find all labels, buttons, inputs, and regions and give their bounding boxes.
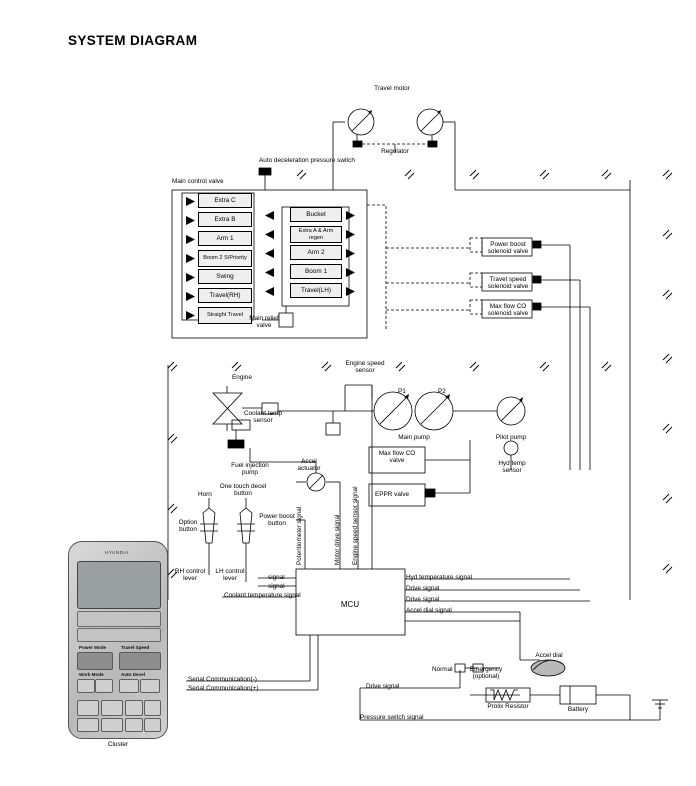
label-emergency-optional: Emergency (optional): [469, 666, 503, 681]
cluster-key-right[interactable]: [101, 718, 123, 732]
cluster-indicator-row: [77, 611, 161, 627]
label-option-button: Option button: [178, 519, 198, 534]
label-potentiometer-signal: Potentiometer signal: [296, 506, 303, 565]
cluster-key-menu[interactable]: [101, 700, 123, 716]
label-drive-signal-2: Drive signal: [406, 596, 440, 603]
label-serial-communication-minus: Serial Communication(-): [188, 676, 257, 683]
label-travel-speed-solenoid-valve: Travel speed solenoid valve: [487, 276, 529, 291]
label-engine-speed-sensor-signal: Engine speed sensor signal: [352, 486, 359, 565]
label-engine-speed-sensor: Engine speed sensor: [345, 360, 385, 375]
mcv-spool-boom-2-priority: Boom 2 S/Priority: [198, 250, 252, 267]
label-motor-drive-signal: Motor drive signal: [334, 514, 341, 565]
label-horn: Horn: [198, 491, 212, 498]
cluster-travel-speed-label: Travel Speed: [121, 645, 150, 650]
label-one-touch-decel-button: One touch decel button: [219, 483, 267, 498]
cluster-power-mode-label: Power Mode: [79, 645, 107, 650]
label-accel-actuator: Accel actuator: [297, 458, 321, 473]
label-main-control-valve: Main control valve: [172, 178, 224, 185]
label-pressure-switch-signal: Pressure switch signal: [360, 714, 424, 721]
cluster-key-sel[interactable]: [125, 700, 143, 716]
mcv-spool-travel-lh: Travel(LH): [290, 283, 342, 298]
label-coolant-temp-sensor: Coolant temp sensor: [243, 410, 282, 425]
label-accel-dial-signal: Accel dial signal: [406, 607, 452, 614]
label-signal-2: signal: [268, 583, 285, 590]
label-coolant-temperature-signal: Coolant temperature signal: [224, 592, 301, 599]
cluster-power-mode-display: [77, 652, 113, 670]
cluster-key-esc[interactable]: [77, 700, 99, 716]
cluster-key-p[interactable]: [77, 679, 95, 693]
label-prolix-resistor: Prolix Resistor: [487, 703, 529, 710]
label-power-boost-solenoid-valve: Power boost solenoid valve: [487, 241, 529, 256]
label-fuel-injection-pump: Fuel injection pump: [231, 462, 269, 477]
mcv-spool-arm-2: Arm 2: [290, 245, 342, 260]
label-battery: Battery: [567, 706, 589, 713]
page-title: SYSTEM DIAGRAM: [68, 33, 198, 48]
mcv-spool-straight-travel: Straight Travel: [198, 307, 252, 324]
mcv-spool-extra-a-arm-regen: Extra A & Arm regen: [290, 226, 342, 243]
label-engine: Engine: [232, 374, 252, 381]
label-p1: P1: [398, 388, 406, 395]
cluster-key-e[interactable]: [119, 679, 139, 693]
mcv-spool-bucket: Bucket: [290, 207, 342, 222]
label-drive-signal-1: Drive signal: [406, 585, 440, 592]
cluster-display: [77, 561, 161, 609]
label-travel-motor: Travel motor: [374, 85, 410, 92]
label-p2: P2: [438, 388, 446, 395]
cluster-key-down[interactable]: [144, 718, 161, 732]
mcv-spool-extra-b: Extra B: [198, 212, 252, 227]
cluster-panel[interactable]: [68, 541, 168, 739]
mcv-spool-extra-c: Extra C: [198, 193, 252, 208]
mcv-spool-arm-1: Arm 1: [198, 231, 252, 246]
label-main-pump: Main pump: [398, 434, 430, 441]
label-hyd-temp-sensor: Hyd temp sensor: [498, 460, 526, 475]
label-accel-dial: Accel dial: [535, 652, 563, 659]
mcv-spool-travel-rh: Travel(RH): [198, 288, 252, 303]
label-lh-control-lever: LH control lever: [215, 568, 245, 583]
label-auto-decel-pressure-switch: Auto deceleration pressure switch: [259, 157, 355, 164]
cluster-travel-speed-display: [119, 652, 161, 670]
cluster-work-mode-label: Work Mode: [79, 672, 104, 677]
cluster-key-u[interactable]: [140, 679, 160, 693]
cluster-key-ok[interactable]: [144, 700, 161, 716]
cluster-auto-decel-label: Auto Decel: [121, 672, 145, 677]
label-cluster: Cluster: [107, 741, 129, 748]
label-hyd-temperature-signal: Hyd temperature signal: [406, 574, 473, 581]
label-max-flow-co-solenoid-valve: Max flow CO solenoid valve: [487, 303, 529, 318]
cluster-key-up[interactable]: [125, 718, 143, 732]
label-eppr-valve: EPPR valve: [375, 491, 410, 498]
label-mcu: MCU: [340, 600, 360, 609]
cluster-brand: HYUNDAI: [105, 550, 129, 555]
mcv-spool-swing: Swing: [198, 269, 252, 284]
label-max-flow-co-valve: Max flow CO valve: [378, 450, 416, 465]
cluster-key-s[interactable]: [95, 679, 113, 693]
label-rh-control-lever: RH control lever: [174, 568, 206, 583]
label-signal-1: signal: [268, 574, 285, 581]
label-regulator: Regulator: [381, 148, 409, 155]
cluster-indicator-row-2: [77, 628, 161, 642]
label-main-relief-valve: Main relief valve: [249, 315, 279, 330]
label-serial-communication-plus: Serial Communication(+): [188, 685, 259, 692]
mcv-spool-boom-1: Boom 1: [290, 264, 342, 279]
label-pilot-pump: Pilot pump: [495, 434, 527, 441]
cluster-key-left[interactable]: [77, 718, 99, 732]
label-power-boost-button: Power boost button: [259, 513, 295, 528]
label-drive-signal-3: Drive signal: [366, 683, 400, 690]
label-normal: Normal: [432, 666, 453, 673]
